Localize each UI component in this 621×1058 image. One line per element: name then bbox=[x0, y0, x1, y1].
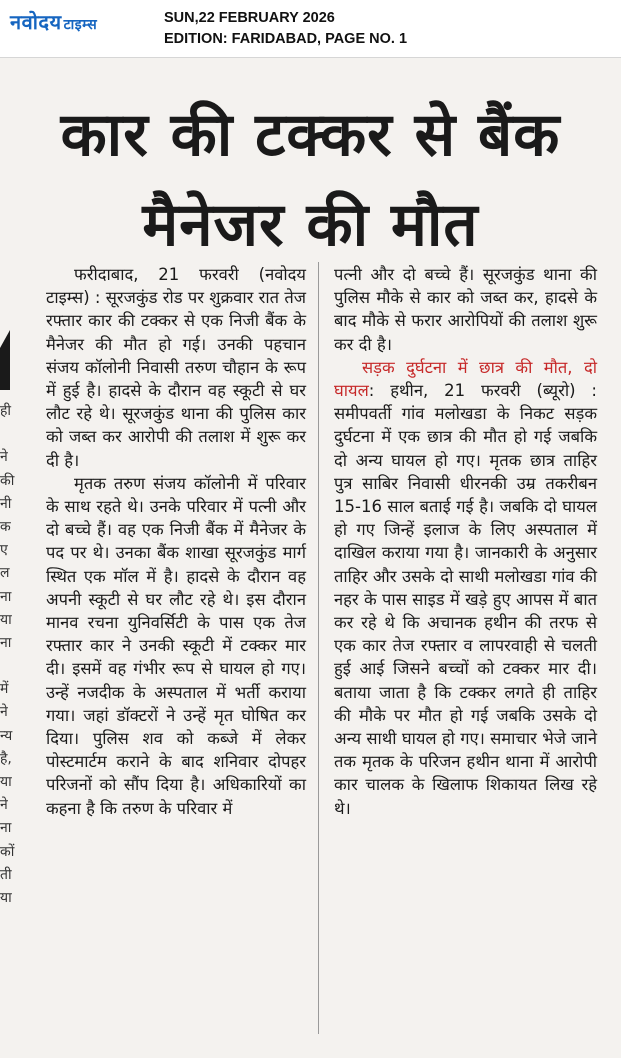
article-column-1 bbox=[46, 263, 306, 820]
fragment-line: ने bbox=[0, 797, 8, 814]
edition-info bbox=[164, 8, 407, 50]
edition-name: EDITION: FARIDABAD, PAGE NO. 1 bbox=[164, 31, 408, 47]
fragment-line: ना bbox=[0, 634, 12, 651]
logo-text: नवोदय bbox=[10, 10, 62, 34]
fragment-line: या bbox=[0, 889, 12, 906]
fragment-line: ने bbox=[0, 449, 8, 466]
column-divider bbox=[318, 262, 319, 1034]
column-1-paragraph-2: मृतक तरुण संजय कॉलोनी में परिवार के साथ रहते थे। उनके परिवार में पत्नी और दो बच्चे हैं। वह एक निजी बैंक में मैनेजर के पद पर थे। उनका बैंक शाखा सूरजकुंड मार्ग स्थित एक मॉल में है। हादसे के दौरान वह अपनी स्कूटी से घर लौट रहे थे। इस दौरान मानव रचना युनिवर्सिटी के पास एक तेज रफ्तार कार ने उनकी स्कूटी में टक्कर मार दी। इसमें वह गंभीर रूप से घायल हो गए। उन्हें नजदीक के अस्पताल में भर्ती कराया गया। जहां डॉक्टरों ने उन्हें मृत घोषित कर दिया। पुलिस शव को कब्जे में लेकर पोस्टमार्टम कराने के बाद शनिवार दोपहर परिजनों को सौंप दिया है। अधिकारियों का कहना है कि तरुण के परिवार में bbox=[46, 473, 306, 818]
fragment-line: ल bbox=[0, 565, 10, 582]
fragment-line bbox=[0, 655, 18, 678]
fragment-line: कों bbox=[0, 843, 15, 860]
column-2-paragraph-1: पत्नी और दो बच्चे हैं। सूरजकुंड थाना की पुलिस मौके से कार को जब्त कर, हादसे के बाद मौके से फरार आरोपियों की तलाश शुरू कर दी है। bbox=[334, 265, 597, 354]
article-column-2 bbox=[334, 263, 597, 820]
fragment-line: ही bbox=[0, 403, 12, 419]
fragment-line: की bbox=[0, 472, 15, 489]
fragment-line: न्य bbox=[0, 727, 13, 744]
fragment-line: ने bbox=[0, 704, 8, 721]
sub-article-headline: सड़क दुर्घटना में छात्र की मौत, दो घायल bbox=[334, 357, 597, 401]
logo-subtext: टाइम्स bbox=[63, 17, 98, 33]
adjacent-article-fragment bbox=[0, 400, 18, 1040]
column-2-paragraph-2 bbox=[334, 356, 597, 820]
article-headline bbox=[0, 90, 621, 270]
fragment-line: ना bbox=[0, 588, 12, 605]
edition-date: SUN,22 FEBRUARY 2026 bbox=[164, 10, 335, 26]
fragment-line: में bbox=[0, 681, 9, 698]
fragment-line bbox=[0, 423, 18, 446]
fragment-line: नी bbox=[0, 495, 12, 512]
fragment-line: है, bbox=[0, 750, 12, 767]
fragment-line: ना bbox=[0, 820, 12, 837]
headline-line-2: मैनेजर की मौत bbox=[142, 190, 479, 260]
top-bar bbox=[0, 0, 621, 58]
newspaper-logo[interactable] bbox=[10, 8, 97, 35]
headline-line-1: कार की टक्कर से बैंक bbox=[60, 100, 561, 170]
fragment-line: क bbox=[0, 518, 11, 535]
fragment-line: ए bbox=[0, 542, 8, 559]
fragment-line: ती bbox=[0, 866, 12, 883]
fragment-line: या bbox=[0, 611, 12, 628]
fragment-line: या bbox=[0, 774, 12, 790]
column-1-paragraph-1: फरीदाबाद, 21 फरवरी (नवोदय टाइम्स) : सूरजकुंड रोड पर शुक्रवार रात तेज रफ्तार कार की टक्कर से एक निजी बैंक के मैनेजर की मौत हो गई। उनकी पहचान संजय कॉलोनी निवासी तरुण चौहान के रूप में हुई है। हादसे के दौरान वह स्कूटी से घर लौट रहे थे। सूरजकुंड थाना की पुलिस कार को जब्त कर आरोपी की तलाश में शुरू कर दी है। bbox=[46, 265, 306, 470]
sub-article-body: : हथीन, 21 फरवरी (ब्यूरो) : समीपवर्ती गांव मलोखडा के निकट सड़क दुर्घटना में एक छात्र की मौत हो गई जबकि दो अन्य घायल हो गए। मृतक छात्र ताहिर पुत्र साबिर निवासी धीरनकी उम्र तकरीबन 15-16 साल बताई गई है। जबकि दो घायल हो गए जिन्हें इलाज के लिए अस्पताल में दाखिल कराया गया है। जानकारी के अनुसार ताहिर और उसके दो साथी मलोखडा गांव की नहर के पास साइड में खड़े हुए आपस में बात कर रहे थे कि अचानक हथीन की तरफ से एक कार तेज रफ्तार व लापरवाही से चलती हुई आई जिसने बच्चों को टक्कर मार दी। बताया जाता है कि टक्कर लगते ही ताहिर की मौके पर मौत हो गई जबकि उसके दो अन्य साथी घायल हो गए। समाचार भेजे जाने तक मृतक के परिजन हथीन थाना में आरोपी कार चालक के खिलाफ शिकायत लिख रहे थे। bbox=[334, 381, 597, 818]
